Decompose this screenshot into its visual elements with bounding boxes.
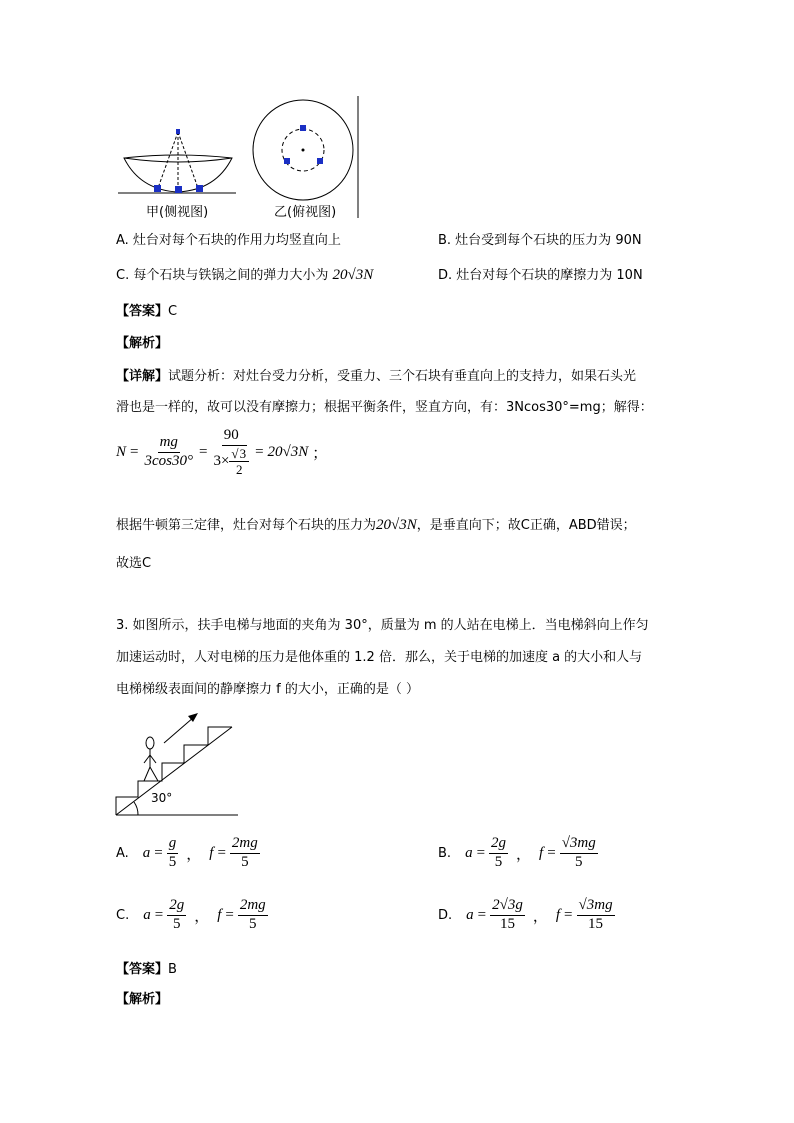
top-view-figure [250, 96, 360, 218]
a-num: g [167, 836, 179, 854]
q2-option-d: D. 灶台对每个石块的摩擦力为 10N [438, 268, 643, 283]
a-den: 5 [168, 853, 177, 870]
option-letter: D. [438, 907, 453, 923]
formula-lhs: N [116, 444, 127, 461]
q3-option-b: B. a = $\frac{2g}{5}$ ， f = $\frac{√3mg}{5}$ [438, 835, 596, 870]
f-den: 5 [249, 915, 257, 932]
conclusion-suffix: ，是垂直向下；故C正确，ABD错误； [416, 518, 636, 533]
escalator-angle-label: 30° [151, 791, 173, 805]
side-view-caption: 甲(侧视图) [146, 205, 209, 220]
q2-option-c-text: C. 每个石块与铁锅之间的弹力大小为 [116, 268, 329, 283]
side-view-figure [118, 120, 238, 200]
a-num: 2g [489, 836, 508, 854]
formula-f1-num: mg [158, 435, 180, 453]
q2-option-a: A. 灶台对每个石块的作用力均竖直向上 [116, 233, 341, 248]
conclusion-prefix: 根据牛顿第三定律，灶台对每个石块的压力为 [116, 518, 377, 533]
q2-option-b: B. 灶台受到每个石块的压力为 90N [438, 233, 642, 248]
f-den: 15 [588, 915, 604, 932]
answer-tag: 【答案】 [116, 304, 169, 319]
q2-answer [116, 300, 177, 319]
a-num: 2√3g [490, 898, 525, 916]
answer-value: C [168, 304, 178, 319]
q3-stem-line-1: 3. 如图所示，扶手电梯与地面的夹角为 30°，质量为 m 的人站在电梯上．当电梯斜向上作匀 [116, 618, 649, 633]
f-num: √3mg [560, 836, 598, 854]
top-view-caption: 乙(俯视图) [274, 205, 337, 220]
option-letter: B. [438, 845, 452, 861]
option-letter: A. [116, 845, 129, 861]
q2-conclusion [116, 514, 636, 534]
formula-f2-den-sqrt: 3 [239, 445, 247, 461]
escalator-figure [112, 705, 242, 820]
option-letter: C. [116, 907, 130, 923]
answer-value: B [168, 962, 177, 977]
f-den: 5 [241, 853, 249, 870]
q3-option-c: C. a = $\frac{2g}{5}$ ， f = $\frac{2mg}{5}$ [116, 897, 266, 932]
formula-f2-num: 90 [222, 428, 241, 446]
q3-stem-line-3: 电梯梯级表面间的静摩擦力 f 的大小，正确的是（ ） [116, 682, 419, 697]
q3-answer [116, 958, 177, 977]
q2-final: 故选C [116, 556, 152, 571]
f-num: 2mg [230, 836, 260, 854]
q3-option-d: D. a = $\frac{2√3g}{15}$ ， f = $\frac{√3mg}{15}$ [438, 897, 613, 932]
conclusion-value: 20√3N [376, 517, 417, 533]
a-den: 5 [172, 915, 181, 932]
q2-option-c-value: 20√3N [332, 267, 374, 283]
answer-tag: 【答案】 [116, 962, 169, 977]
detail-tag: 【详解】 [116, 369, 169, 384]
q2-detail-line-1 [116, 365, 636, 384]
f-num: 2mg [238, 898, 268, 916]
a-den: 5 [494, 853, 503, 870]
a-num: 2g [167, 898, 186, 916]
f-num: √3mg [577, 898, 615, 916]
formula-f2-den-prefix: 3× [213, 453, 230, 470]
a-den: 15 [499, 915, 515, 932]
f-den: 5 [574, 853, 583, 870]
q2-analysis-tag: 【解析】 [116, 336, 169, 351]
formula-f1-den: 3cos30° [144, 453, 193, 470]
q3-analysis-tag: 【解析】 [116, 992, 169, 1007]
detail-text: 试题分析：对灶台受力分析，受重力、三个石块有垂直向上的支持力，如果石头光 [168, 369, 637, 384]
q3-option-a: A. a = $\frac{g}{5}$ ， f = $\frac{2mg}{5}$ [116, 835, 258, 870]
formula-end: ； [312, 446, 328, 463]
q2-formula: N = $\frac{mg}{3\cos 30^\circ}$ = 90 3× $\frac{√3}{2}$ = 20√3N ； [116, 427, 328, 478]
q3-stem-line-2: 加速运动时，人对电梯的压力是他体重的 1.2 倍．那么，关于电梯的加速度 a 的大小和人与 [116, 650, 643, 665]
q2-option-c [116, 264, 373, 284]
formula-rhs: 20√3N [267, 444, 309, 461]
formula-f2-den-sub: 2 [235, 462, 243, 478]
q2-detail-line-2: 滑也是一样的，故可以没有摩擦力；根据平衡条件，竖直方向，有：3Ncos30°=mg；解得： [116, 400, 653, 415]
